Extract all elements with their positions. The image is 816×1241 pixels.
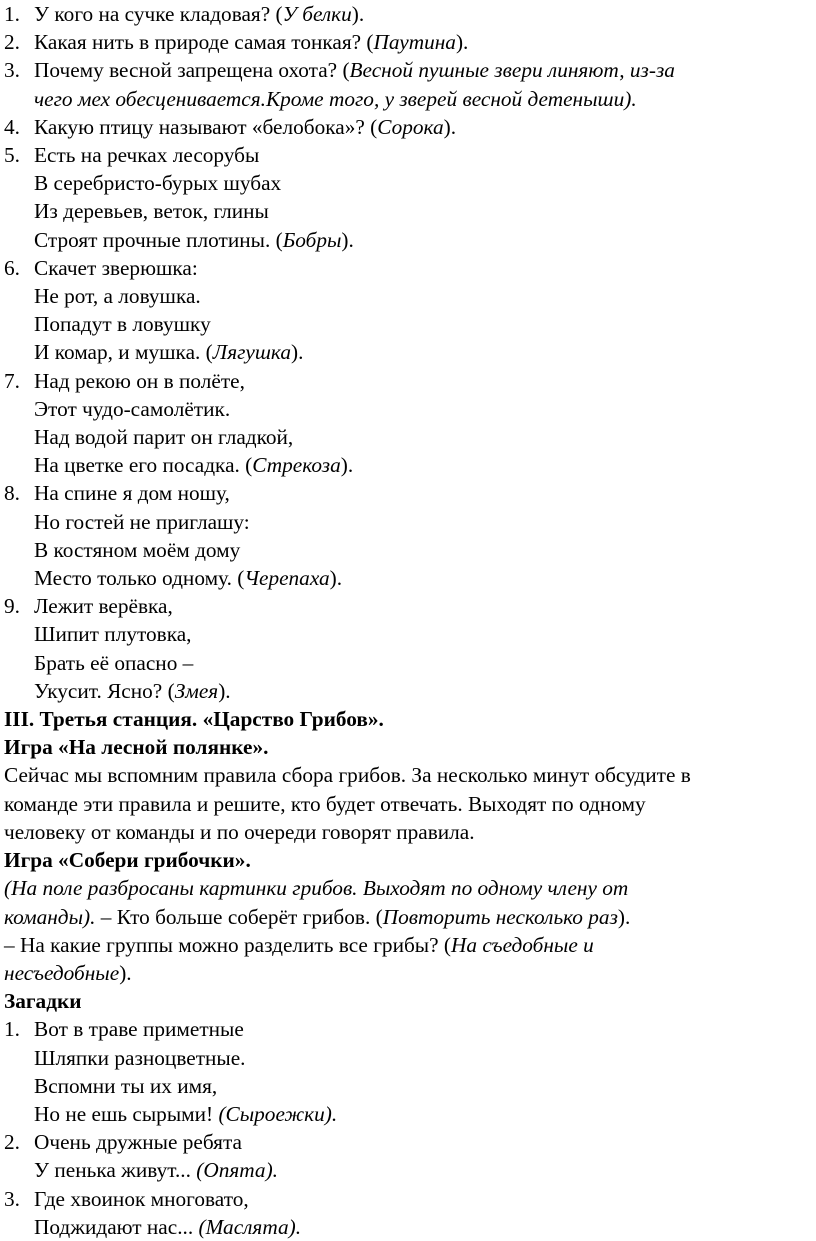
riddle-item	[4, 1185, 810, 1241]
text-line	[34, 169, 810, 197]
text-line	[4, 959, 810, 987]
text-run: ).	[218, 678, 231, 703]
text-run: На цветке его посадка. (	[34, 453, 253, 478]
text-line	[34, 423, 810, 451]
text-line	[34, 226, 810, 254]
text-run: Попадут в ловушку	[34, 312, 211, 337]
italic-answer: Стрекоза	[252, 453, 341, 478]
text-line	[4, 903, 810, 931]
text-run: ).	[351, 2, 365, 26]
text-run: В серебристо-бурых шубах	[34, 171, 282, 196]
italic-answer: У белки	[282, 2, 352, 26]
text-run: Есть на речках лесорубы	[34, 143, 260, 168]
italic-answer: Весной пушные звери линяют, из-за	[349, 58, 675, 83]
text-line	[34, 1072, 810, 1100]
italic-answer: Бобры	[282, 227, 342, 252]
station-heading: III. Третья станция. «Царство Грибов».	[4, 707, 384, 732]
text-run: Над водой парит он гладкой,	[34, 425, 294, 450]
text-run: ).	[329, 566, 343, 591]
text-line	[34, 1156, 810, 1184]
text-run: Шипит плутовка,	[34, 622, 192, 647]
riddle-item	[4, 1128, 810, 1184]
text-line	[4, 874, 810, 902]
riddle-item	[4, 1015, 810, 1128]
italic-answer: несъедобные	[4, 960, 120, 985]
text-line	[34, 310, 810, 338]
riddle-item	[4, 0, 810, 28]
game2-heading: Игра «Собери грибочки».	[4, 848, 251, 873]
mushroom-riddles-list	[4, 1015, 810, 1241]
animal-riddles-list	[4, 0, 810, 705]
italic-answer: (Маслята).	[198, 1214, 302, 1239]
text-run: ).	[617, 904, 631, 929]
text-run: ).	[455, 30, 469, 55]
text-run: И комар, и мушка. (	[34, 340, 213, 365]
italic-answer: (Опята).	[196, 1158, 278, 1183]
riddle-item	[4, 28, 810, 56]
text-line	[34, 479, 810, 507]
text-run: Лежит верёвка,	[34, 594, 173, 619]
text-run: – На какие группы можно разделить все грибы? (	[4, 932, 451, 957]
text-run: Почему весной запрещена охота? (	[34, 58, 350, 83]
text-run: Вспомни ты их имя,	[34, 1073, 218, 1098]
text-line	[34, 141, 810, 169]
text-line	[34, 85, 810, 113]
text-line	[34, 1044, 810, 1072]
text-line	[34, 1185, 810, 1213]
text-line	[34, 508, 810, 536]
text-run: Брать её опасно –	[34, 650, 194, 675]
text-line	[34, 1100, 810, 1128]
text-line	[34, 113, 810, 141]
riddle-item	[4, 479, 810, 592]
italic-answer: Лягушка	[212, 340, 292, 365]
text-line	[34, 620, 810, 648]
text-run: В костяном моём дому	[34, 537, 241, 562]
text-run: Укусит. Ясно? (	[34, 678, 175, 703]
text-run: Но гостей не приглашу:	[34, 509, 250, 534]
riddle-number: 2.	[4, 30, 20, 55]
text-line	[4, 931, 810, 959]
italic-answer: (На поле разбросаны картинки грибов. Выходят по одному члену от	[4, 876, 629, 901]
text-run: Вот в траве приметные	[34, 1017, 244, 1042]
paragraph-line: команде эти правила и решите, кто будет отвечать. Выходят по одному	[4, 791, 646, 816]
text-line	[34, 451, 810, 479]
riddle-number: 1.	[4, 1017, 20, 1042]
riddle-number: 4.	[4, 114, 20, 139]
text-line	[34, 592, 810, 620]
text-run: Не рот, а ловушка.	[34, 284, 201, 309]
riddle-number: 6.	[4, 255, 20, 280]
text-line	[34, 254, 810, 282]
riddle-item	[4, 113, 810, 141]
riddle-item	[4, 367, 810, 480]
text-line	[34, 1213, 810, 1241]
riddle-number: 9.	[4, 594, 20, 619]
text-run: Поджидают нас...	[34, 1214, 199, 1239]
italic-answer: Черепаха	[244, 566, 330, 591]
riddle-item	[4, 254, 810, 367]
italic-answer: (Сыроежки).	[218, 1101, 338, 1126]
text-run: Место только одному. (	[34, 566, 245, 591]
italic-answer: На съедобные и	[451, 932, 594, 957]
text-line	[34, 0, 810, 28]
riddles-heading: Загадки	[4, 989, 82, 1014]
italic-answer: Сорока	[377, 114, 444, 139]
text-run: Какая нить в природе самая тонкая? (	[34, 30, 374, 55]
text-line	[34, 564, 810, 592]
riddle-number: 2.	[4, 1130, 20, 1155]
text-run: Где хвоинок многовато,	[34, 1186, 249, 1211]
text-line	[34, 367, 810, 395]
text-run: ).	[119, 960, 132, 985]
text-run: Этот чудо-самолётик.	[34, 396, 231, 421]
text-line	[34, 677, 810, 705]
text-run: Скачет зверюшка:	[34, 255, 198, 280]
text-line	[34, 282, 810, 310]
game1-heading: Игра «На лесной полянке».	[4, 735, 269, 760]
paragraph-line: человеку от команды и по очереди говорят правила.	[4, 819, 475, 844]
text-run: ).	[340, 453, 354, 478]
riddle-number: 5.	[4, 143, 20, 168]
riddle-item	[4, 141, 810, 254]
italic-answer: Паутина	[373, 30, 456, 55]
text-run: У кого на сучке кладовая? (	[34, 2, 283, 26]
text-run: У пенька живут...	[34, 1158, 197, 1183]
text-run: ).	[443, 114, 457, 139]
riddle-item	[4, 56, 810, 112]
riddle-number: 1.	[4, 2, 20, 26]
text-line	[34, 56, 810, 84]
text-run: Но не ешь сырыми!	[34, 1101, 219, 1126]
text-run: На спине я дом ношу,	[34, 481, 230, 506]
paragraph-line: Сейчас мы вспомним правила сбора грибов. За несколько минут обсудите в	[4, 763, 691, 788]
text-line	[34, 536, 810, 564]
text-line	[34, 649, 810, 677]
game2-paragraph	[4, 874, 810, 987]
text-line	[34, 28, 810, 56]
riddle-number: 7.	[4, 368, 20, 393]
text-run: ).	[341, 227, 354, 252]
text-run: Шляпки разноцветные.	[34, 1045, 246, 1070]
text-line	[34, 338, 810, 366]
text-run: ).	[291, 340, 304, 365]
italic-answer: Повторить несколько раз	[382, 904, 618, 929]
text-line	[34, 197, 810, 225]
text-run: Над рекою он в полёте,	[34, 368, 245, 393]
text-line	[34, 1015, 810, 1043]
riddle-number: 8.	[4, 481, 20, 506]
text-run: Строят прочные плотины. (	[34, 227, 283, 252]
riddle-number: 3.	[4, 1186, 20, 1211]
italic-answer: команды).	[4, 904, 96, 929]
text-line	[34, 395, 810, 423]
riddle-item	[4, 592, 810, 705]
game1-paragraph	[4, 761, 810, 846]
italic-answer: чего мех обесценивается.Кроме того, у зверей весной детеныши).	[34, 86, 637, 111]
riddle-number: 3.	[4, 58, 20, 83]
text-run: – Кто больше соберёт грибов. (	[95, 904, 383, 929]
text-run: Очень дружные ребята	[34, 1130, 242, 1155]
text-run: Какую птицу называют «белобока»? (	[34, 114, 378, 139]
text-line	[34, 1128, 810, 1156]
italic-answer: Змея	[174, 678, 219, 703]
text-run: Из деревьев, веток, глины	[34, 199, 269, 224]
